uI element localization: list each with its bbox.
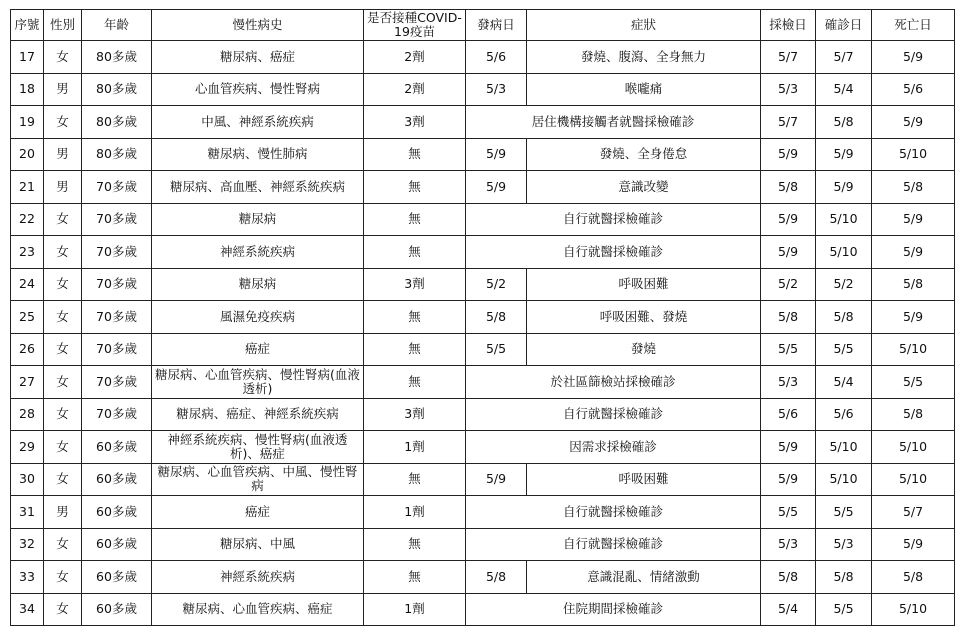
cell-no: 33 [11, 561, 44, 594]
cell-vaccine: 2劑 [364, 73, 466, 106]
covid-death-case-table [10, 9, 955, 626]
cell-death-date: 5/9 [872, 203, 955, 236]
header-confirm: 確診日 [816, 10, 872, 41]
header-sex: 性別 [44, 10, 82, 41]
cell-death-date: 5/10 [872, 431, 955, 464]
cell-no: 18 [11, 73, 44, 106]
header-age: 年齡 [82, 10, 152, 41]
cell-symptoms: 發燒 [527, 333, 761, 366]
cell-onset: 5/9 [466, 171, 527, 204]
cell-age: 60多歲 [82, 463, 152, 496]
cell-sex: 女 [44, 333, 82, 366]
header-history: 慢性病史 [152, 10, 364, 41]
cell-age: 80多歲 [82, 138, 152, 171]
cell-sex: 女 [44, 463, 82, 496]
cell-death-date: 5/8 [872, 398, 955, 431]
cell-history: 糖尿病、慢性肺病 [152, 138, 364, 171]
cell-death-date: 5/10 [872, 593, 955, 626]
cell-confirm-date: 5/10 [816, 203, 872, 236]
table-row [11, 203, 955, 236]
cell-age: 80多歲 [82, 73, 152, 106]
cell-vaccine: 1劑 [364, 593, 466, 626]
cell-vaccine: 無 [364, 301, 466, 334]
cell-confirm-date: 5/6 [816, 398, 872, 431]
header-no: 序號 [11, 10, 44, 41]
cell-vaccine: 3劑 [364, 106, 466, 139]
cell-sex: 男 [44, 496, 82, 529]
table-row [11, 41, 955, 74]
cell-history: 癌症 [152, 496, 364, 529]
cell-age: 70多歲 [82, 171, 152, 204]
cell-vaccine: 無 [364, 203, 466, 236]
cell-history: 糖尿病、高血壓、神經系統疾病 [152, 171, 364, 204]
cell-onset: 5/8 [466, 561, 527, 594]
cell-test-date: 5/5 [761, 496, 816, 529]
cell-vaccine: 3劑 [364, 398, 466, 431]
cell-no: 22 [11, 203, 44, 236]
cell-age: 60多歲 [82, 496, 152, 529]
cell-symptoms: 發燒、腹瀉、全身無力 [527, 41, 761, 74]
cell-vaccine: 2劑 [364, 41, 466, 74]
table-row [11, 301, 955, 334]
cell-age: 60多歲 [82, 528, 152, 561]
cell-vaccine: 1劑 [364, 431, 466, 464]
cell-death-date: 5/9 [872, 528, 955, 561]
cell-age: 60多歲 [82, 593, 152, 626]
cell-history: 神經系統疾病 [152, 236, 364, 269]
cell-history: 神經系統疾病 [152, 561, 364, 594]
cell-vaccine: 1劑 [364, 496, 466, 529]
cell-sex: 女 [44, 593, 82, 626]
cell-vaccine: 3劑 [364, 268, 466, 301]
cell-sex: 男 [44, 73, 82, 106]
cell-test-date: 5/4 [761, 593, 816, 626]
cell-sex: 女 [44, 398, 82, 431]
cell-sex: 女 [44, 41, 82, 74]
cell-no: 17 [11, 41, 44, 74]
cell-confirm-date: 5/2 [816, 268, 872, 301]
cell-onset: 5/9 [466, 463, 527, 496]
cell-test-date: 5/9 [761, 431, 816, 464]
table-row [11, 73, 955, 106]
cell-history: 糖尿病、心血管疾病、慢性腎病(血液透析) [152, 366, 364, 399]
cell-age: 70多歲 [82, 236, 152, 269]
cell-symptoms: 呼吸困難 [527, 463, 761, 496]
cell-vaccine: 無 [364, 561, 466, 594]
cell-death-date: 5/6 [872, 73, 955, 106]
cell-history: 糖尿病、癌症、神經系統疾病 [152, 398, 364, 431]
table-body [11, 41, 955, 626]
table-row [11, 431, 955, 464]
cell-no: 21 [11, 171, 44, 204]
cell-death-date: 5/5 [872, 366, 955, 399]
cell-age: 70多歲 [82, 366, 152, 399]
cell-test-date: 5/9 [761, 236, 816, 269]
cell-confirm-date: 5/7 [816, 41, 872, 74]
cell-sex: 女 [44, 528, 82, 561]
cell-test-date: 5/7 [761, 106, 816, 139]
cell-age: 60多歲 [82, 431, 152, 464]
cell-onset: 5/8 [466, 301, 527, 334]
cell-death-date: 5/8 [872, 171, 955, 204]
cell-age: 80多歲 [82, 41, 152, 74]
table-header-row [11, 10, 955, 41]
cell-no: 26 [11, 333, 44, 366]
cell-death-date: 5/9 [872, 106, 955, 139]
cell-death-date: 5/9 [872, 236, 955, 269]
table-row [11, 593, 955, 626]
table-row [11, 528, 955, 561]
cell-history: 糖尿病、中風 [152, 528, 364, 561]
cell-sex: 女 [44, 431, 82, 464]
cell-sex: 女 [44, 203, 82, 236]
cell-age: 70多歲 [82, 333, 152, 366]
cell-history: 糖尿病 [152, 203, 364, 236]
table-row [11, 268, 955, 301]
cell-symptoms: 住院期間採檢確診 [466, 593, 761, 626]
cell-symptoms: 發燒、全身倦怠 [527, 138, 761, 171]
cell-age: 70多歲 [82, 301, 152, 334]
cell-history: 中風、神經系統疾病 [152, 106, 364, 139]
cell-onset: 5/3 [466, 73, 527, 106]
cell-confirm-date: 5/9 [816, 138, 872, 171]
cell-confirm-date: 5/4 [816, 73, 872, 106]
cell-history: 風濕免疫疾病 [152, 301, 364, 334]
cell-history: 糖尿病、心血管疾病、癌症 [152, 593, 364, 626]
cell-symptoms: 於社區篩檢站採檢確診 [466, 366, 761, 399]
table-row [11, 106, 955, 139]
cell-confirm-date: 5/10 [816, 236, 872, 269]
cell-sex: 男 [44, 171, 82, 204]
header-symptoms: 症狀 [527, 10, 761, 41]
cell-onset: 5/6 [466, 41, 527, 74]
cell-sex: 女 [44, 301, 82, 334]
cell-test-date: 5/2 [761, 268, 816, 301]
cell-symptoms: 意識混亂、情緒激動 [527, 561, 761, 594]
cell-age: 70多歲 [82, 398, 152, 431]
header-death: 死亡日 [872, 10, 955, 41]
cell-age: 60多歲 [82, 561, 152, 594]
table-row [11, 496, 955, 529]
table-row [11, 463, 955, 496]
cell-sex: 女 [44, 268, 82, 301]
cell-confirm-date: 5/5 [816, 496, 872, 529]
cell-vaccine: 無 [364, 236, 466, 269]
cell-confirm-date: 5/5 [816, 333, 872, 366]
cell-confirm-date: 5/8 [816, 106, 872, 139]
cell-symptoms: 呼吸困難、發燒 [527, 301, 761, 334]
header-onset: 發病日 [466, 10, 527, 41]
table-row [11, 236, 955, 269]
cell-test-date: 5/9 [761, 463, 816, 496]
cell-onset: 5/2 [466, 268, 527, 301]
cell-test-date: 5/6 [761, 398, 816, 431]
cell-no: 25 [11, 301, 44, 334]
cell-test-date: 5/8 [761, 301, 816, 334]
table-row [11, 138, 955, 171]
cell-vaccine: 無 [364, 171, 466, 204]
header-test: 採檢日 [761, 10, 816, 41]
cell-symptoms: 因需求採檢確診 [466, 431, 761, 464]
cell-test-date: 5/3 [761, 366, 816, 399]
cell-confirm-date: 5/3 [816, 528, 872, 561]
cell-no: 23 [11, 236, 44, 269]
cell-death-date: 5/8 [872, 561, 955, 594]
cell-death-date: 5/9 [872, 41, 955, 74]
cell-sex: 女 [44, 106, 82, 139]
cell-test-date: 5/8 [761, 561, 816, 594]
cell-confirm-date: 5/5 [816, 593, 872, 626]
cell-no: 29 [11, 431, 44, 464]
cell-no: 19 [11, 106, 44, 139]
cell-test-date: 5/9 [761, 203, 816, 236]
cell-history: 癌症 [152, 333, 364, 366]
cell-history: 糖尿病、癌症 [152, 41, 364, 74]
cell-test-date: 5/3 [761, 528, 816, 561]
table-row [11, 561, 955, 594]
cell-history: 神經系統疾病、慢性腎病(血液透析)、癌症 [152, 431, 364, 464]
case-table-container [10, 9, 955, 626]
cell-sex: 女 [44, 366, 82, 399]
cell-no: 24 [11, 268, 44, 301]
cell-confirm-date: 5/4 [816, 366, 872, 399]
table-row [11, 398, 955, 431]
cell-confirm-date: 5/8 [816, 561, 872, 594]
cell-death-date: 5/10 [872, 138, 955, 171]
cell-age: 70多歲 [82, 268, 152, 301]
cell-confirm-date: 5/8 [816, 301, 872, 334]
table-row [11, 171, 955, 204]
cell-test-date: 5/5 [761, 333, 816, 366]
header-vaccine: 是否接種COVID-19疫苗 [364, 10, 466, 41]
table-row [11, 366, 955, 399]
cell-confirm-date: 5/9 [816, 171, 872, 204]
cell-vaccine: 無 [364, 333, 466, 366]
cell-symptoms: 意識改變 [527, 171, 761, 204]
cell-vaccine: 無 [364, 463, 466, 496]
cell-test-date: 5/8 [761, 171, 816, 204]
cell-no: 31 [11, 496, 44, 529]
cell-history: 糖尿病 [152, 268, 364, 301]
cell-no: 32 [11, 528, 44, 561]
cell-symptoms: 自行就醫採檢確診 [466, 398, 761, 431]
cell-test-date: 5/7 [761, 41, 816, 74]
cell-no: 30 [11, 463, 44, 496]
cell-death-date: 5/10 [872, 463, 955, 496]
cell-sex: 男 [44, 138, 82, 171]
cell-vaccine: 無 [364, 528, 466, 561]
cell-onset: 5/9 [466, 138, 527, 171]
table-row [11, 333, 955, 366]
cell-sex: 女 [44, 561, 82, 594]
cell-vaccine: 無 [364, 366, 466, 399]
cell-symptoms: 呼吸困難 [527, 268, 761, 301]
cell-symptoms: 喉嚨痛 [527, 73, 761, 106]
cell-death-date: 5/8 [872, 268, 955, 301]
cell-death-date: 5/10 [872, 333, 955, 366]
cell-age: 80多歲 [82, 106, 152, 139]
cell-test-date: 5/3 [761, 73, 816, 106]
cell-sex: 女 [44, 236, 82, 269]
cell-symptoms: 自行就醫採檢確診 [466, 203, 761, 236]
cell-history: 糖尿病、心血管疾病、中風、慢性腎病 [152, 463, 364, 496]
cell-vaccine: 無 [364, 138, 466, 171]
cell-no: 20 [11, 138, 44, 171]
cell-no: 28 [11, 398, 44, 431]
cell-symptoms: 自行就醫採檢確診 [466, 528, 761, 561]
cell-confirm-date: 5/10 [816, 463, 872, 496]
cell-symptoms: 自行就醫採檢確診 [466, 236, 761, 269]
cell-symptoms: 居住機構接觸者就醫採檢確診 [466, 106, 761, 139]
cell-symptoms: 自行就醫採檢確診 [466, 496, 761, 529]
cell-onset: 5/5 [466, 333, 527, 366]
cell-no: 27 [11, 366, 44, 399]
cell-test-date: 5/9 [761, 138, 816, 171]
cell-age: 70多歲 [82, 203, 152, 236]
cell-confirm-date: 5/10 [816, 431, 872, 464]
cell-death-date: 5/9 [872, 301, 955, 334]
cell-no: 34 [11, 593, 44, 626]
cell-death-date: 5/7 [872, 496, 955, 529]
cell-history: 心血管疾病、慢性腎病 [152, 73, 364, 106]
